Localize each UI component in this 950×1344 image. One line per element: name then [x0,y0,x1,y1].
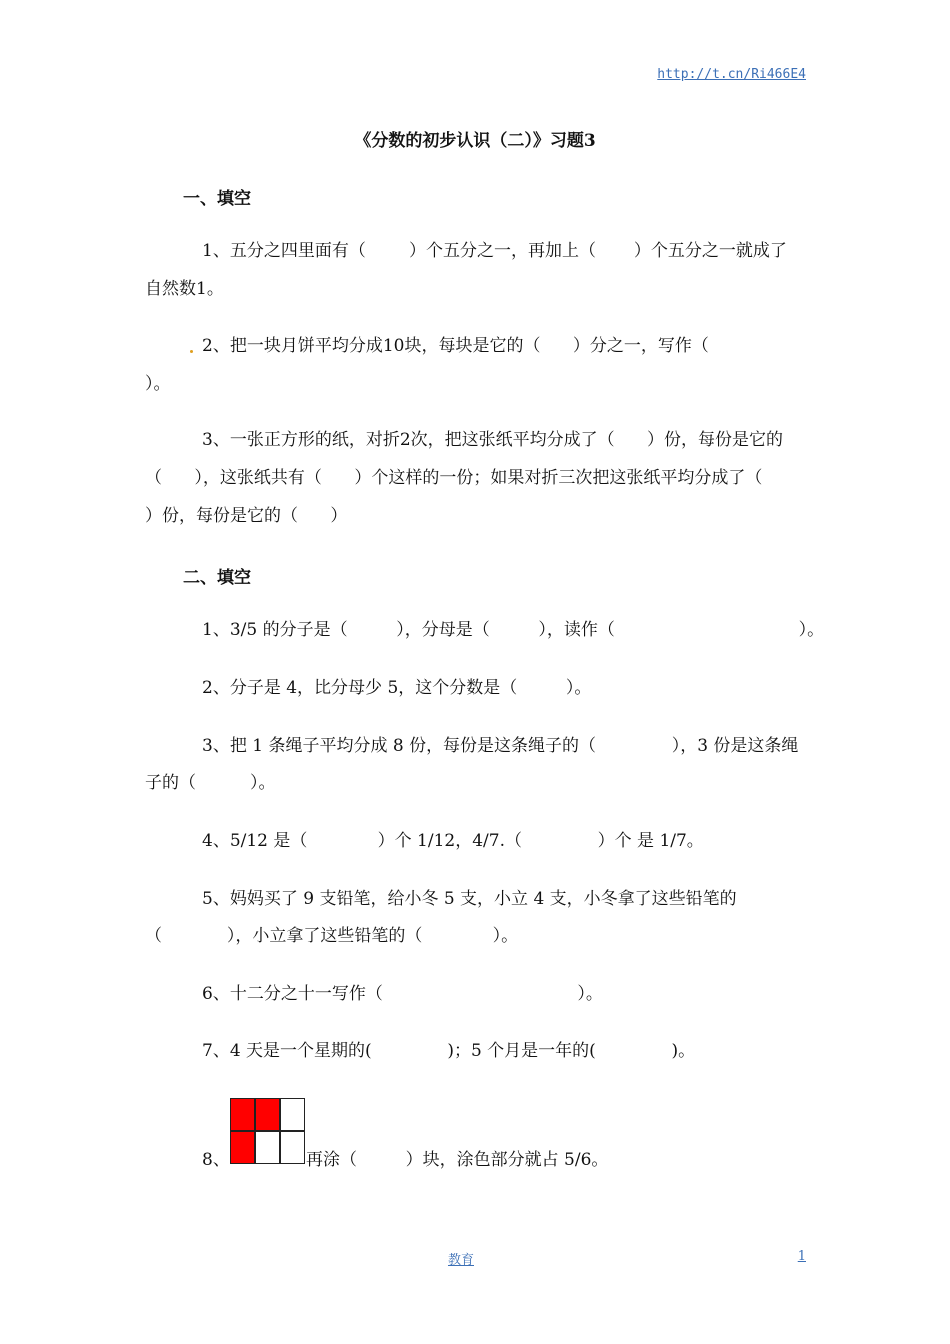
s1-q1-line1: 1、五分之四里面有（ ）个五分之一，再加上（ ）个五分之一就成了 [202,241,787,261]
page-title: 《分数的初步认识（二）》习题3 [354,131,596,151]
s1-q3-line1: 3、一张正方形的纸，对折2次，把这张纸平均分成了（ ）份，每份是它的 [202,430,784,450]
grid-cell-1-1 [255,1131,280,1164]
grid-cell-1-0 [230,1131,255,1164]
s2-q8-suffix: 再涂（ ）块，涂色部分就占 5/6。 [306,1150,609,1170]
s1-q2-line1: 2、把一块月饼平均分成10块，每块是它的（ ）分之一，写作（ [202,336,709,356]
s2-q4: 4、5/12 是（ ）个 1/12，4/7.（ ）个 是 1/7。 [202,831,704,851]
s2-q5-line2: （ ），小立拿了这些铅笔的（ ）。 [145,926,519,946]
grid-cell-0-1 [255,1098,280,1131]
page-number: 1 [797,1249,806,1264]
s2-q6: 6、十二分之十一写作（ ）。 [202,984,603,1004]
s1-q3-line2: （ ），这张纸共有（ ）个这样的一份；如果对折三次把这张纸平均分成了（ [145,468,763,488]
s1-q3-line3: ）份，每份是它的（ ） [145,506,348,526]
s1-q1-line2: 自然数1。 [145,279,224,299]
s2-q1: 1、3/5 的分子是（ ），分母是（ ），读作（ ）。 [202,620,825,640]
s2-q5-line1: 5、妈妈买了 9 支铅笔，给小冬 5 支，小立 4 支，小冬拿了这些铅笔的 [202,889,737,909]
s2-q8-prefix: 8、 [202,1150,230,1170]
s2-q3-line1: 3、把 1 条绳子平均分成 8 份，每份是这条绳子的（ ），3 份是这条绳 [202,736,799,756]
section-2-heading: 二、填空 [183,568,251,588]
s2-q7: 7、4 天是一个星期的( )；5 个月是一年的( )。 [202,1041,696,1061]
grid-cell-0-0 [230,1098,255,1131]
grid-cell-1-2 [280,1131,305,1164]
section-1-heading: 一、填空 [183,189,251,209]
s2-q3-line2: 子的（ ）。 [145,773,276,793]
s1-q2-line2: ）。 [145,374,171,394]
footer-label[interactable]: 教育 [447,1253,474,1268]
grid-cell-0-2 [280,1098,305,1131]
margin-dot-icon [190,350,193,353]
s2-q2: 2、分子是 4，比分母少 5，这个分数是（ ）。 [202,678,592,698]
fraction-grid [230,1098,305,1164]
header-link[interactable]: http://t.cn/Ri466E4 [657,67,806,82]
